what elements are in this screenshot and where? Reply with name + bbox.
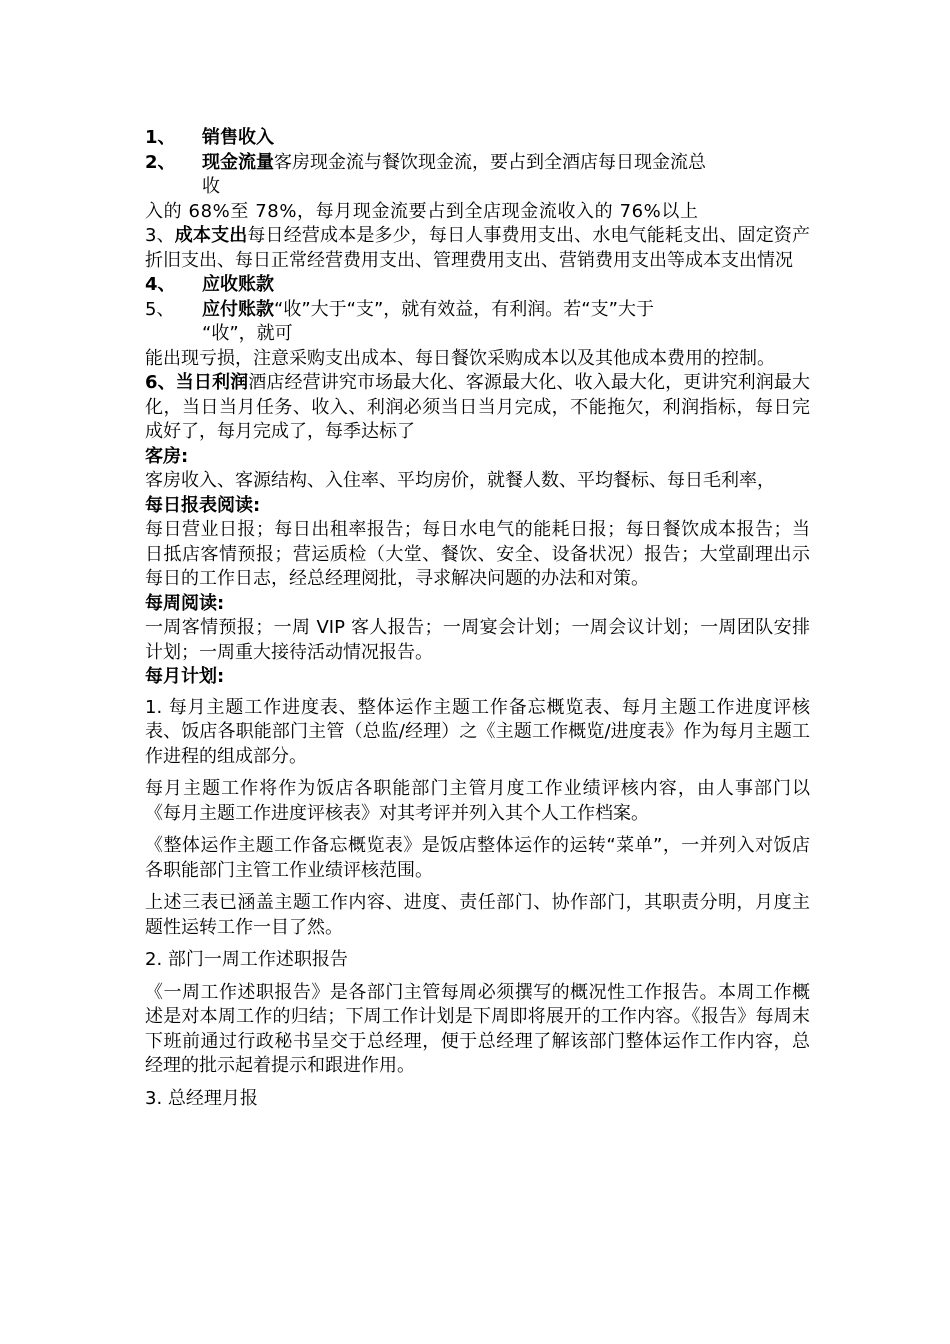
item-5-continuation: “收”，就可 (202, 323, 293, 344)
item-2-line2: 入的 68%至 78%，每月现金流要占到全店现金流收入的 76%以上 (145, 200, 699, 222)
item-5-line2: 能出现亏损，注意采购支出成本、每日餐饮采购成本以及其他成本费用的控制。 (145, 347, 775, 369)
item-6 (145, 371, 810, 445)
monthly-para-6: 《一周工作述职报告》是各部门主管每周必须撰写的概况性工作报告。本周工作概述是对本周工作的归结；下周工作计划是下周即将展开的工作内容。《报告》每周末下班前通过行政秘书呈交于总经理，便于总经理了解该部门整体运作工作内容，总经理的批示起着提示和跟进作用。 (145, 981, 810, 1076)
item-number: 2、 (145, 151, 176, 173)
daily-text: 每日营业日报；每日出租率报告；每日水电气的能耗日报；每日餐饮成本报告；当日抵店客情预报；营运质检（大堂、餐饮、安全、设备状况）报告；大堂副理出示每日的工作日志，经总经理阅批，寻求解决问题的办法和对策。 (145, 519, 810, 589)
item-title: 应收账款 (202, 274, 274, 295)
item-5 (145, 298, 810, 323)
item-number: 1、 (145, 127, 176, 148)
item-title: 现金流量 (202, 151, 274, 173)
weekly-heading: 每周阅读: (145, 592, 225, 614)
item-text: “收”大于“支”，就有效益，有利润。若“支”大于 (274, 298, 654, 320)
item-1 (145, 126, 810, 151)
item-title: 当日利润 (175, 372, 249, 393)
monthly-para-7: 3. 总经理月报 (145, 1087, 258, 1109)
document-body (145, 126, 810, 1111)
weekly-text: 一周客情预报；一周 VIP 客人报告；一周宴会计划；一周会议计划；一周团队安排计划；一周重大接待活动情况报告。 (145, 617, 810, 663)
item-number: 5、 (145, 298, 175, 320)
monthly-heading: 每月计划: (145, 666, 225, 687)
item-number: 6、 (145, 372, 176, 393)
item-number: 3、 (145, 225, 175, 246)
monthly-para-5: 2. 部门一周工作述职报告 (145, 949, 348, 970)
item-2-continuation: 收 (202, 176, 220, 197)
monthly-para-1: 1. 每月主题工作进度表、整体运作主题工作备忘概览表、每月主题工作进度评核表、饭店各职能部门主管（总监/经理）之《主题工作概览/进度表》作为每月主题工作进程的组成部分。 (145, 696, 810, 767)
item-4 (145, 273, 810, 298)
monthly-para-4: 上述三表已涵盖主题工作内容、进度、责任部门、协作部门，其职责分明，月度主题性运转工作一目了然。 (145, 892, 810, 938)
item-title: 应付账款 (202, 298, 274, 320)
item-text: 客房现金流与餐饮现金流，要占到全酒店每日现金流总 (274, 151, 706, 173)
item-title: 销售收入 (202, 127, 274, 148)
monthly-para-3: 《整体运作主题工作备忘概览表》是饭店整体运作的运转“菜单”，一并列入对饭店各职能部门主管工作业绩评核范围。 (145, 835, 810, 881)
item-text: 每日经营成本是多少，每日人事费用支出、水电气能耗支出、固定资产折旧支出、每日正常经营费用支出、管理费用支出、营销费用支出等成本支出情况 (145, 225, 811, 271)
item-3 (145, 224, 810, 273)
item-text: 酒店经营讲究市场最大化、客源最大化、收入最大化，更讲究利润最大化，当日当月任务、收入、利润必须当日当月完成，不能拖欠，利润指标，每日完成好了，每月完成了，每季达标了 (145, 372, 811, 442)
item-number: 4、 (145, 274, 176, 295)
monthly-para-2: 每月主题工作将作为饭店各职能部门主管月度工作业绩评核内容，由人事部门以《每月主题工作进度评核表》对其考评并列入其个人工作档案。 (145, 778, 810, 824)
item-title: 成本支出 (174, 225, 248, 246)
kefang-text: 客房收入、客源结构、入住率、平均房价，就餐人数、平均餐标、每日毛利率， (145, 470, 775, 491)
kefang-heading: 客房: (145, 445, 189, 467)
daily-heading: 每日报表阅读: (145, 494, 261, 516)
item-2 (145, 151, 810, 176)
